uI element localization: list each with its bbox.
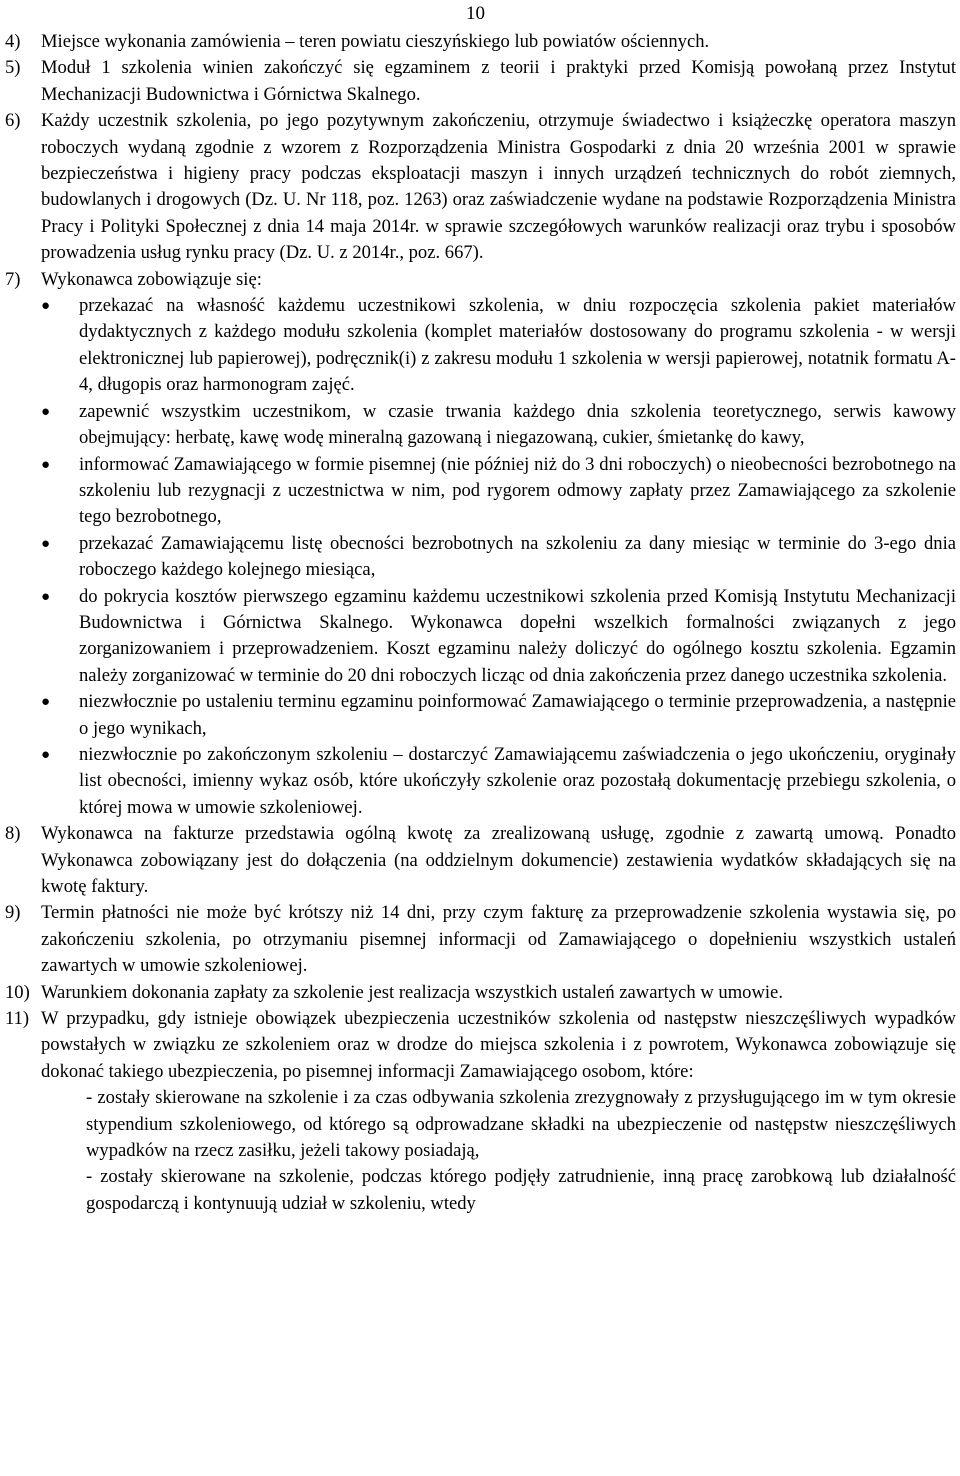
bullet-text: do pokrycia kosztów pierwszego egzaminu każdemu uczestnikowi szkolenia przed Komisją Instytutu Mechanizacji Budownictwa i Górnictwa Skalnego. Wykonawca dopełni wszelkich formalności związanych z jego zorganizowaniem i przeprowadzeniem. Koszt egzaminu należy doliczyć do ogólnego kosztu szkolenia. Egzamin należy zorganizować w terminie do 20 dni roboczych licząc od dnia zakończenia przez danego uczestnika szkolenia. bbox=[79, 585, 956, 686]
numbered-item bbox=[5, 108, 956, 266]
bullet-item bbox=[41, 293, 956, 399]
item-number: 6) bbox=[5, 110, 21, 132]
bullet-icon bbox=[41, 293, 79, 399]
bullet-icon bbox=[41, 452, 79, 531]
dash-item bbox=[86, 1164, 956, 1217]
bullet-item bbox=[41, 742, 956, 821]
item-number: 4) bbox=[5, 31, 21, 52]
bullet-text: niezwłocznie po zakończonym szkoleniu – dostarczyć Zamawiającemu zaświadczenia o jego ukończeniu, oryginały list obecności, imienny wykaz osób, które ukończyły szkolenie oraz pozostałą dokumentację przebiegu szkolenia, o której mowa w umowie szkoleniowej. bbox=[79, 743, 956, 818]
numbered-item bbox=[5, 29, 956, 55]
numbered-item bbox=[5, 55, 956, 108]
bullet-text: przekazać na własność każdemu uczestnikowi szkolenia, w dniu rozpoczęcia szkolenia pakiet materiałów dydaktycznych z każdego modułu szkolenia (komplet materiałów dostosowany do programu szkolenia - w wersji elektronicznej lub papierowej), podręcznik(i) z zakresu modułu 1 szkolenia w wersji papierowej, notatnik formatu A-4, długopis oraz harmonogram zajęć. bbox=[79, 295, 956, 396]
document-body bbox=[5, 29, 956, 1217]
numbered-list-top bbox=[5, 29, 956, 293]
item-text: Miejsce wykonania zamówienia – teren powiatu cieszyńskiego lub powiatów ościennych. bbox=[41, 31, 710, 52]
item-number: 7) bbox=[5, 268, 21, 290]
numbered-list-bottom bbox=[5, 821, 956, 1085]
bullet-list-wrapper bbox=[5, 293, 956, 821]
item-number: 5) bbox=[5, 57, 21, 79]
bullet-icon bbox=[41, 689, 79, 742]
item-text: Moduł 1 szkolenia winien zakończyć się egzaminem z teorii i praktyki przed Komisją powołaną przez Instytut Mechanizacji Budownictwa i Górnictwa Skalnego. bbox=[41, 57, 956, 105]
numbered-item bbox=[5, 267, 956, 293]
bullet-item bbox=[41, 531, 956, 584]
dash-text: - zostały skierowane na szkolenie i za czas odbywania szkolenia zrezygnowały z przysługującego im w tym okresie stypendium szkoleniowego, od którego są odprowadzane składki na ubezpieczenie od następstw nieszczęśliwych wypadków na rzecz zasiłku, jeżeli takowy posiadają, bbox=[86, 1087, 956, 1162]
bullet-item bbox=[41, 689, 956, 742]
item-text: Warunkiem dokonania zapłaty za szkolenie jest realizacja wszystkich ustaleń zawartych w umowie. bbox=[41, 981, 783, 1003]
insured-persons-dash-list bbox=[5, 1085, 956, 1217]
item-number: 11) bbox=[5, 1008, 30, 1030]
item-number: 9) bbox=[5, 902, 21, 924]
bullet-text: informować Zamawiającego w formie pisemnej (nie później niż do 3 dni roboczych) o nieobecności bezrobotnego na szkoleniu lub rezygnacji z uczestnictwa w nim, pod rygorem odmowy zapłaty przez Zamawiającego za szkolenie tego bezrobotnego, bbox=[79, 453, 956, 528]
bullet-text: przekazać Zamawiającemu listę obecności bezrobotnych na szkoleniu za dany miesiąc w terminie do 3-ego dnia roboczego każdego kolejnego miesiąca, bbox=[79, 532, 956, 581]
item-text: Wykonawca na fakturze przedstawia ogólną kwotę za zrealizowaną usługę, zgodnie z zawartą umową. Ponadto Wykonawca zobowiązany jest do dołączenia (na oddzielnym dokumencie) zestawienia wydatków składających się na kwotę faktury. bbox=[41, 823, 956, 897]
item-number: 10) bbox=[5, 981, 30, 1003]
page-number: 10 bbox=[466, 3, 485, 24]
obligations-bullet-list bbox=[41, 293, 956, 821]
numbered-item bbox=[5, 900, 956, 979]
bullet-icon bbox=[41, 531, 79, 584]
item-text: Każdy uczestnik szkolenia, po jego pozytywnym zakończeniu, otrzymuje świadectwo i książeczkę operatora maszyn roboczych wydaną zgodnie z wzorem z Rozporządzenia Ministra Gospodarki z dnia 20 września 2001 w sprawie bezpieczeństwa i higieny pracy podczas eksploatacji maszyn i innych urządzeń technicznych do robót ziemnych, budowlanych i drogowych (Dz. U. Nr 118, poz. 1263) oraz zaświadczenie wydane na podstawie Rozporządzenia Ministra Pracy i Polityki Społecznej z dnia 14 maja 2014r. w sprawie szczegółowych warunków realizacji oraz trybu i sposobów prowadzenia usług rynku pracy (Dz. U. z 2014r., poz. 667). bbox=[41, 110, 956, 264]
dash-text: - zostały skierowane na szkolenie, podczas którego podjęły zatrudnienie, inną pracę zarobkową lub działalność gospodarczą i kontynuują udział w szkoleniu, wtedy bbox=[86, 1166, 956, 1214]
bullet-item bbox=[41, 399, 956, 452]
item-text: Termin płatności nie może być krótszy niż 14 dni, przy czym fakturę za przeprowadzenie szkolenia wystawia się, po zakończeniu szkolenia, po otrzymaniu pisemnej informacji od Zamawiającego o dopełnieniu wszystkich ustaleń zawartych w umowie szkoleniowej. bbox=[41, 902, 956, 977]
numbered-item bbox=[5, 1006, 956, 1085]
item-text: W przypadku, gdy istnieje obowiązek ubezpieczenia uczestników szkolenia od następstw nieszczęśliwych wypadków powstałych w związku ze szkoleniem oraz w drodze do miejsca szkolenia i z powrotem, Wykonawca zobowiązuje się dokonać takiego ubezpieczenia, po pisemnej informacji Zamawiającego osobom, które: bbox=[41, 1008, 956, 1082]
dash-item bbox=[86, 1085, 956, 1164]
bullet-text: zapewnić wszystkim uczestnikom, w czasie trwania każdego dnia szkolenia teoretycznego, serwis kawowy obejmujący: herbatę, kawę wodę mineralną gazowaną i niegazowaną, cukier, śmietankę do kawy, bbox=[79, 400, 956, 449]
bullet-icon bbox=[41, 742, 79, 821]
numbered-item bbox=[5, 980, 956, 1006]
bullet-icon bbox=[41, 584, 79, 690]
bullet-text: niezwłocznie po ustaleniu terminu egzaminu poinformować Zamawiającego o terminie przeprowadzenia, a następnie o jego wynikach, bbox=[79, 691, 956, 739]
bullet-item bbox=[41, 584, 956, 690]
bullet-icon bbox=[41, 399, 79, 452]
numbered-item bbox=[5, 821, 956, 900]
item-text: Wykonawca zobowiązuje się: bbox=[41, 268, 262, 290]
bullet-item bbox=[41, 452, 956, 531]
item-number: 8) bbox=[5, 823, 21, 845]
